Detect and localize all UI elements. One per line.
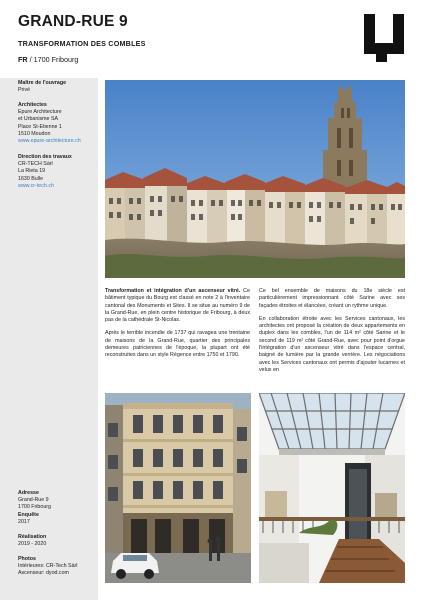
owner-block: [18, 80, 98, 94]
photos-credit-line: Ascenseur: dyod.com: [18, 570, 69, 577]
project-info-sidebar: [0, 78, 98, 600]
architects-website-link[interactable]: www.epure-architecture.ch: [18, 138, 81, 145]
works-direction-line: La Rieta 19: [18, 168, 46, 175]
address-line: Grand-Rue 9: [18, 497, 49, 504]
architecture-publication-logo-icon: [362, 13, 406, 63]
owner-value: Privé: [18, 87, 31, 94]
works-direction-website-link[interactable]: www.cr-tech.ch: [18, 182, 54, 189]
architects-line: Epure Architecture: [18, 109, 62, 116]
works-direction-block: [18, 154, 98, 190]
architects-line: 1510 Moudon: [18, 130, 51, 137]
survey-label: Enquête: [18, 512, 39, 518]
architects-block: [18, 102, 98, 145]
address-line: 1700 Fribourg: [18, 504, 51, 511]
grand-rue-facade-photo-icon: [105, 393, 251, 583]
works-direction-line: 1630 Bulle: [18, 175, 44, 182]
page-subtitle: TRANSFORMATION DES COMBLES: [18, 39, 146, 48]
architects-line: Place St-Etienne 1: [18, 123, 62, 130]
works-direction-label: Direction des travaux: [18, 154, 72, 160]
locality: 1700 Fribourg: [33, 55, 79, 64]
architects-line: et Urbanisme SA: [18, 116, 59, 123]
article-text: Ce bâtiment typique du Bourg est classé en note 2 à l'inventaire cantonal des Monuments et Sites. Il se situe au numéro 9 de la Grand-Rue, en plein centre historique de Fribourg, à deux pas de la cathédrale St-Nicolas.: [105, 288, 250, 324]
article-lead: Transformation et intégration d'un ascenseur vitré.: [105, 288, 241, 294]
realisation-value: 2019 - 2020: [18, 541, 47, 548]
glass-roof-atrium-photo-icon: [259, 393, 405, 583]
survey-block: [18, 512, 98, 526]
article-column-1: [105, 288, 250, 366]
realisation-block: [18, 534, 98, 548]
photos-credit-line: Intérieures: CR-Tech Sàrl: [18, 563, 78, 570]
canton-code: FR: [18, 55, 28, 64]
survey-value: 2017: [18, 519, 30, 526]
photos-label: Photos: [18, 556, 36, 562]
fribourg-cityscape-cathedral-photo-icon: [105, 80, 405, 278]
location-separator: /: [27, 55, 34, 64]
works-direction-line: CR-TECH Sàrl: [18, 161, 53, 168]
address-block: [18, 490, 98, 512]
article-paragraph: [105, 288, 250, 324]
page-title: GRAND-RUE 9: [18, 13, 128, 30]
article-column-2: [259, 288, 405, 380]
address-label: Adresse: [18, 490, 39, 496]
photos-credit-block: [18, 556, 98, 578]
location-line: [18, 55, 78, 64]
article-paragraph: Ce bel ensemble de maisons du 18e siècle est particulièrement impressionnant côté Sarine avec ses façades étroites et élancées, créant un rythme unique.: [259, 288, 405, 309]
realisation-label: Réalisation: [18, 534, 47, 540]
article-paragraph: Après le terrible incendie de 1737 qui ravagea une trentaine de maisons de la Grand-Rue, quartier des principales demeures patriciennes de l'époque, la plupart ont été reconstruites dans un style Régence entre 1750 et 1790.: [105, 330, 250, 359]
owner-label: Maître de l'ouvrage: [18, 80, 67, 86]
architects-label: Architectes: [18, 102, 47, 108]
article-paragraph: En collaboration étroite avec les Services cantonaux, les architectes ont proposé la création de deux appartements en duplex dans les combles, l'un de 114 m² côté Sarine et le second de 119 m² côté Grand-Rue, avec pour point d'orgue l'intégration d'un ascenseur vitré dans l'espace central, baigné de lumière par la grande verrière. Les négociations avec les Services cantonaux ont permis d'ajouter lucarnes et velux en: [259, 315, 405, 373]
